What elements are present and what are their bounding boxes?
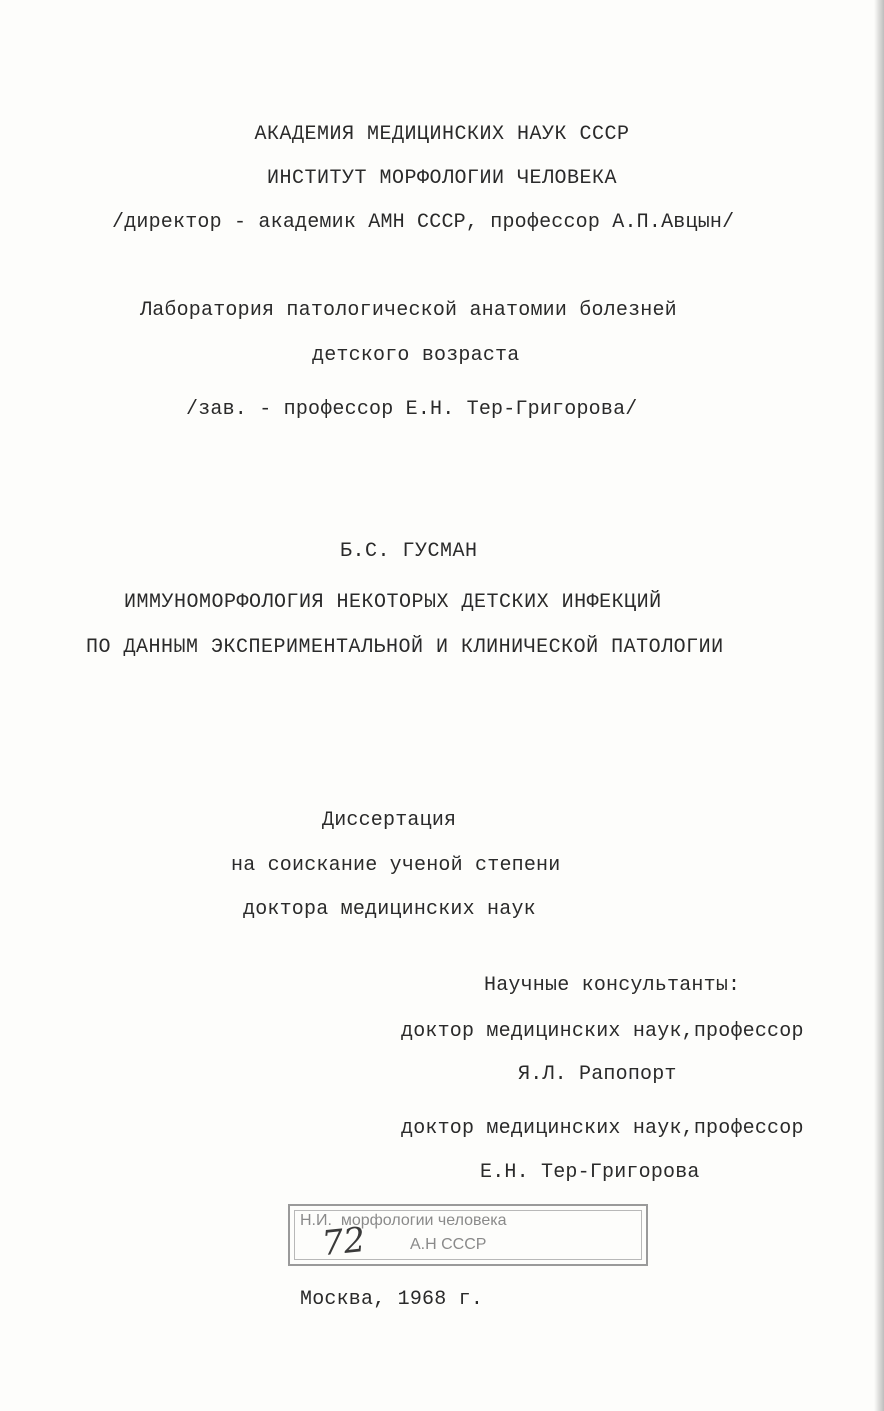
author-name: Б.С. ГУСМАН	[340, 540, 478, 563]
title-line-1: ИММУНОМОРФОЛОГИЯ НЕКОТОРЫХ ДЕТСКИХ ИНФЕКЦИЙ	[124, 591, 662, 614]
place-and-year: Москва, 1968 г.	[300, 1288, 484, 1311]
academy-heading: АКАДЕМИЯ МЕДИЦИНСКИХ НАУК СССР	[254, 123, 630, 146]
consultant-1-title: доктор медицинских наук,профессор	[401, 1020, 804, 1043]
laboratory-line: Лаборатория патологической анатомии болезней	[140, 299, 677, 322]
stamp-line-2: А.Н СССР	[410, 1236, 487, 1253]
laboratory-head: /зав. - профессор Е.Н. Тер-Григорова/	[186, 398, 638, 421]
consultant-1-name: Я.Л. Рапопорт	[518, 1063, 677, 1086]
handwritten-number: 72	[320, 1219, 368, 1265]
consultants-heading: Научные консультанты:	[484, 974, 741, 997]
consultant-2-title: доктор медицинских наук,профессор	[401, 1117, 804, 1140]
stamp-line-1: Н.И. морфологии человека	[300, 1212, 507, 1229]
director-line: /директор - академик АМН СССР, профессор А.П.Авцын/	[112, 211, 735, 234]
institute-heading: ИНСТИТУТ МОРФОЛОГИИ ЧЕЛОВЕКА	[266, 167, 618, 190]
consultant-2-name: Е.Н. Тер-Григорова	[480, 1161, 700, 1184]
degree-line: на соискание ученой степени	[231, 854, 561, 877]
title-line-2: ПО ДАННЫМ ЭКСПЕРИМЕНТАЛЬНОЙ И КЛИНИЧЕСКОЙ ПАТОЛОГИИ	[86, 636, 724, 659]
laboratory-line-2: детского возраста	[312, 344, 520, 367]
scan-edge-shadow	[874, 0, 884, 1411]
dissertation-label: Диссертация	[322, 809, 457, 832]
degree-line-2: доктора медицинских наук	[243, 898, 536, 921]
